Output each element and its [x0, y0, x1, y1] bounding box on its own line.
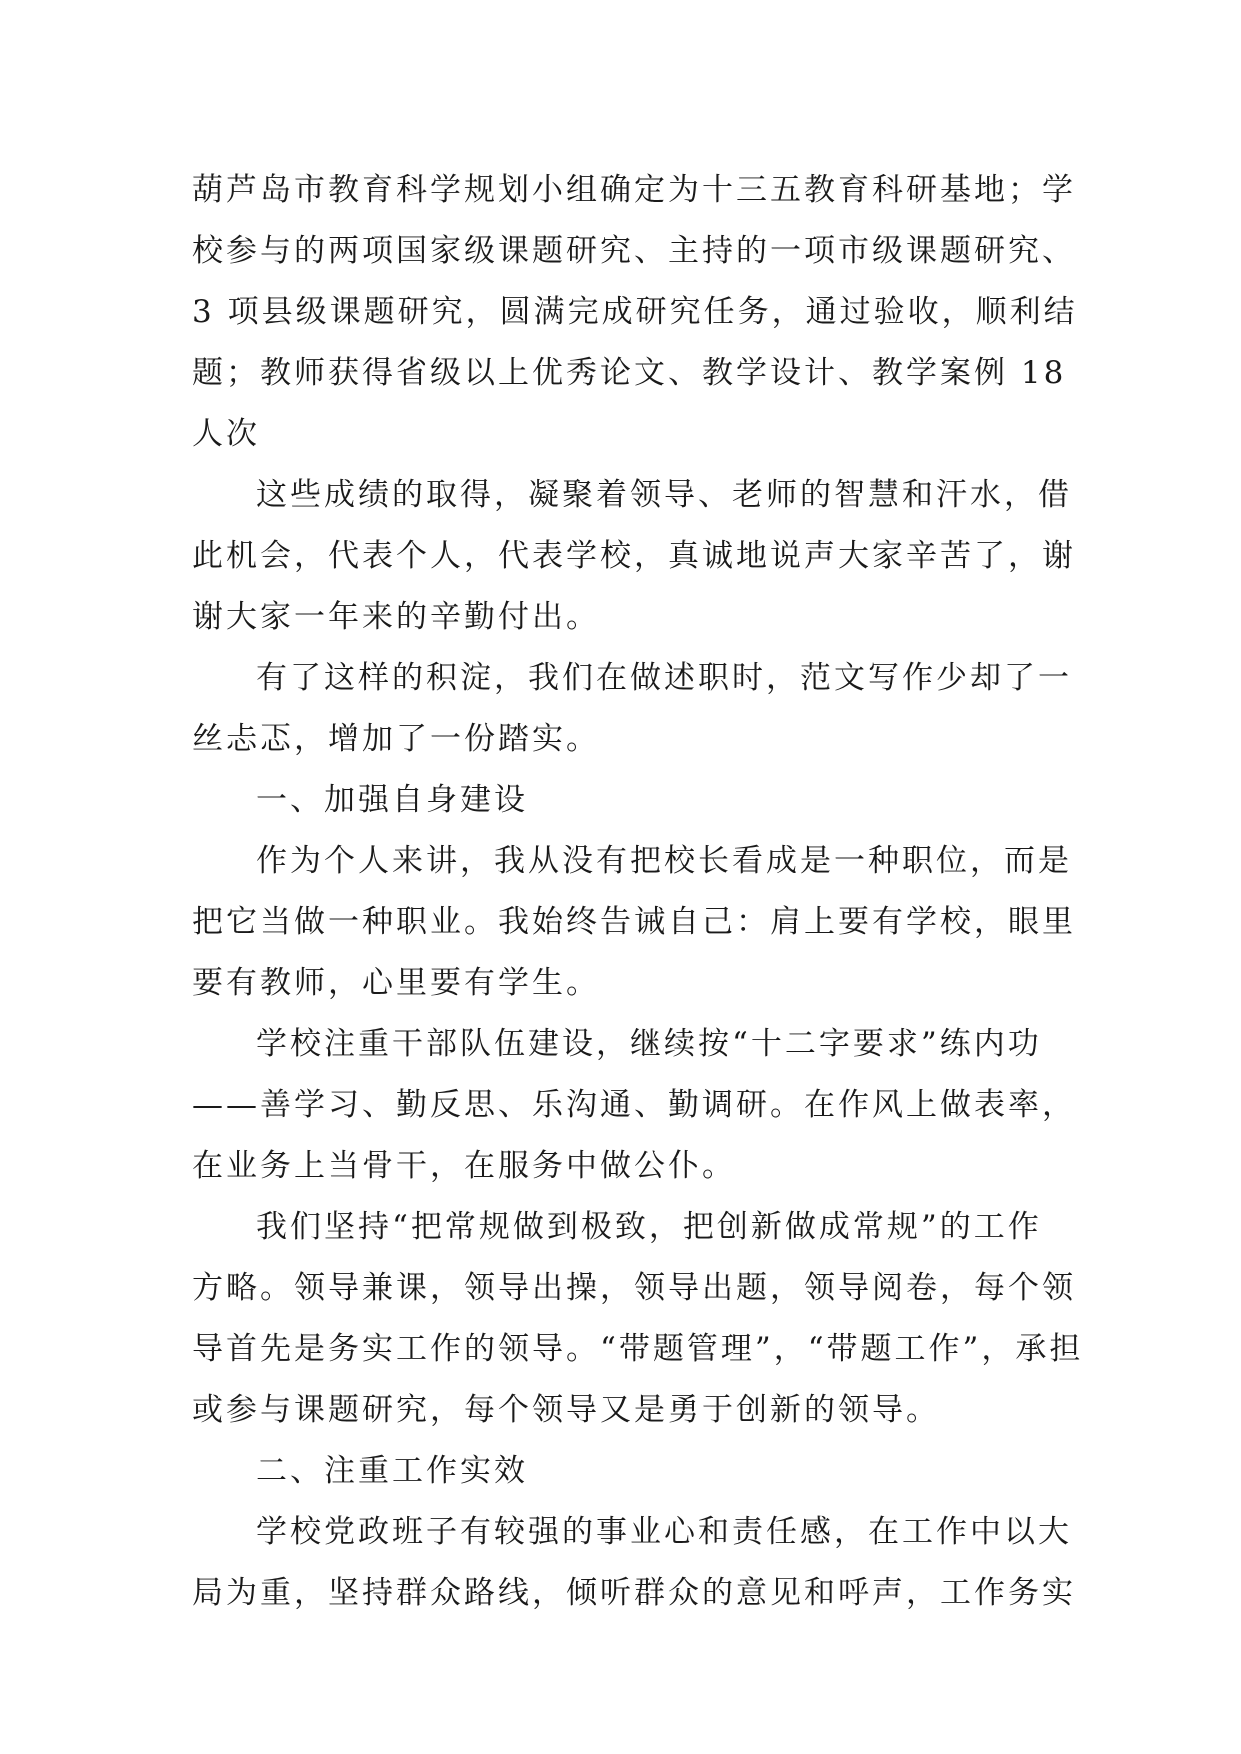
section-heading-text: 一、加强自身建设 [256, 782, 528, 818]
text-line: 方略。领导兼课，领导出操，领导出题，领导阅卷，每个领 [192, 1270, 1076, 1306]
paragraph-work-strategy [192, 1197, 1084, 1441]
paragraph-leadership-team [192, 1502, 1076, 1624]
text-line: 作为个人来讲，我从没有把校长看成是一种职位，而是 [256, 843, 1072, 879]
text-line: 把它当做一种职业。我始终告诫自己：肩上要有学校，眼里 [192, 904, 1076, 940]
text-line: 学校党政班子有较强的事业心和责任感，在工作中以大 [256, 1514, 1072, 1550]
text-line: 我们坚持“把常规做到极致，把创新做成常规”的工作 [256, 1209, 1042, 1245]
text-line: 学校注重干部队伍建设，继续按“十二字要求”练内功 [256, 1026, 1042, 1062]
text-line: ——善学习、勤反思、乐沟通、勤调研。在作风上做表率， [192, 1087, 1076, 1123]
text-line: 丝忐忑，增加了一份踏实。 [192, 721, 600, 757]
text-line: 题；教师获得省级以上优秀论文、教学设计、教学案例 18 [192, 355, 1067, 391]
text-line: 要有教师，心里要有学生。 [192, 965, 600, 1001]
document-body [192, 160, 1084, 1624]
section-heading-self-building [192, 770, 1072, 831]
section-heading-work-effectiveness [192, 1441, 1072, 1502]
paragraph-cadre-building [192, 1014, 1076, 1197]
paragraph-personal-view [192, 831, 1076, 1014]
paragraph-research-achievements [192, 160, 1078, 465]
text-line: 或参与课题研究，每个领导又是勇于创新的领导。 [192, 1392, 940, 1428]
text-line: 导首先是务实工作的领导。“带题管理”，“带题工作”，承担 [192, 1331, 1084, 1367]
text-line: 校参与的两项国家级课题研究、主持的一项市级课题研究、 [192, 233, 1076, 269]
text-line: 3 项县级课题研究，圆满完成研究任务，通过验收，顺利结 [192, 294, 1078, 330]
text-line: 在业务上当骨干，在服务中做公仆。 [192, 1148, 736, 1184]
text-line: 葫芦岛市教育科学规划小组确定为十三五教育科研基地；学 [192, 172, 1076, 208]
paragraph-thanks [192, 465, 1076, 648]
text-line: 这些成绩的取得，凝聚着领导、老师的智慧和汗水，借 [256, 477, 1072, 513]
paragraph-accumulation [192, 648, 1072, 770]
text-line: 人次 [192, 416, 260, 452]
text-line: 局为重，坚持群众路线，倾听群众的意见和呼声，工作务实 [192, 1575, 1076, 1611]
text-line: 此机会，代表个人，代表学校，真诚地说声大家辛苦了，谢 [192, 538, 1076, 574]
section-heading-text: 二、注重工作实效 [256, 1453, 528, 1489]
text-line: 谢大家一年来的辛勤付出。 [192, 599, 600, 635]
text-line: 有了这样的积淀，我们在做述职时，范文写作少却了一 [256, 660, 1072, 696]
